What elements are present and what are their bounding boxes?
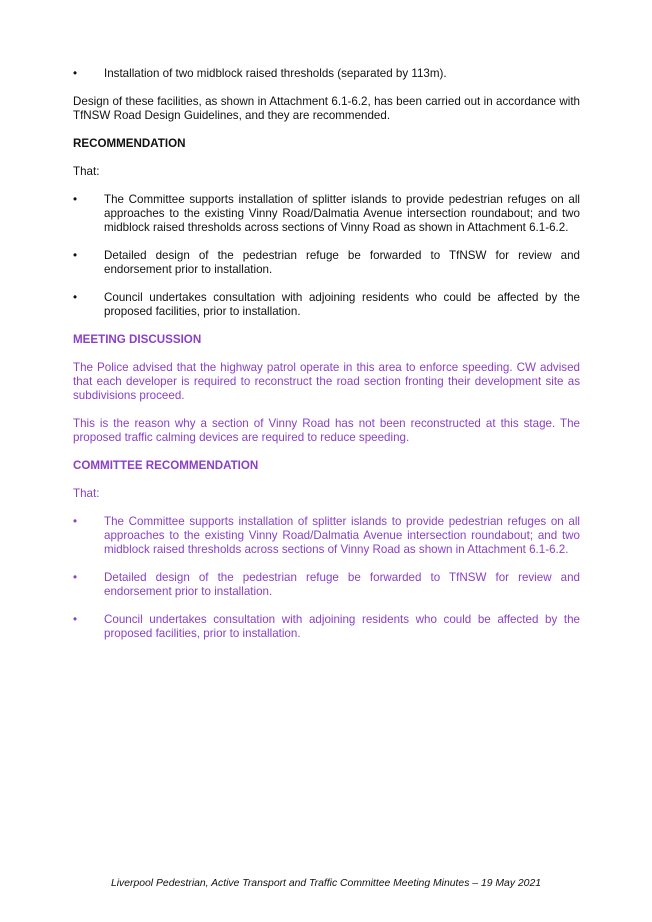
recommendation-bullet-text: Detailed design of the pedestrian refuge be forwarded to TfNSW for review and endorsement prior to installation.	[104, 249, 580, 276]
committee-bullet	[73, 613, 580, 641]
document-body	[73, 67, 580, 641]
bullet-glyph: •	[73, 249, 78, 262]
recommendation-bullet	[73, 291, 580, 319]
page-footer	[0, 877, 652, 891]
footer-text: Liverpool Pedestrian, Active Transport and Traffic Committee Meeting Minutes – 19 May 2021	[110, 878, 542, 889]
committee-bullet-text: The Committee supports installation of splitter islands to provide pedestrian refuges on all approaches to the existing Vinny Road/Dalmatia Avenue intersection roundabout; and two midblock raised thresholds across sections of Vinny Road as shown in Attachment 6.1-6.2.	[104, 515, 580, 556]
committee-bullet-text: Council undertakes consultation with adjoining residents who could be affected by the proposed facilities, prior to installation.	[104, 613, 580, 640]
bullet-glyph: •	[73, 613, 78, 626]
discussion-heading: MEETING DISCUSSION	[73, 333, 202, 346]
recommendation-that: That:	[73, 165, 100, 178]
bullet-glyph: •	[73, 515, 78, 528]
committee-heading: COMMITTEE RECOMMENDATION	[73, 459, 259, 472]
bullet-glyph: •	[73, 67, 78, 80]
recommendation-bullet	[73, 193, 580, 235]
committee-bullet-text: Detailed design of the pedestrian refuge be forwarded to TfNSW for review and endorsement prior to installation.	[104, 571, 580, 598]
intro-bullet-text: Installation of two midblock raised thresholds (separated by 113m).	[104, 67, 447, 80]
recommendation-bullet-text: The Committee supports installation of splitter islands to provide pedestrian refuges on all approaches to the existing Vinny Road/Dalmatia Avenue intersection roundabout; and two midblock raised thresholds across sections of Vinny Road as shown in Attachment 6.1-6.2.	[104, 193, 580, 234]
bullet-glyph: •	[73, 571, 78, 584]
recommendation-bullet-text: Council undertakes consultation with adjoining residents who could be affected by the proposed facilities, prior to installation.	[104, 291, 580, 318]
discussion-paragraph: The Police advised that the highway patrol operate in this area to enforce speeding. CW advised that each developer is required to reconstruct the road section fronting their development site as subdivisions proceed.	[73, 361, 580, 402]
recommendation-bullet	[73, 249, 580, 277]
recommendation-heading: RECOMMENDATION	[73, 137, 186, 150]
discussion-paragraph: This is the reason why a section of Vinny Road has not been reconstructed at this stage. The proposed traffic calming devices are required to reduce speeding.	[73, 417, 580, 444]
committee-bullet	[73, 571, 580, 599]
bullet-glyph: •	[73, 291, 78, 304]
bullet-glyph: •	[73, 193, 78, 206]
intro-bullet	[73, 67, 580, 81]
committee-bullet	[73, 515, 580, 557]
committee-that: That:	[73, 487, 100, 500]
intro-paragraph: Design of these facilities, as shown in Attachment 6.1-6.2, has been carried out in accordance with TfNSW Road Design Guidelines, and they are recommended.	[73, 95, 580, 122]
